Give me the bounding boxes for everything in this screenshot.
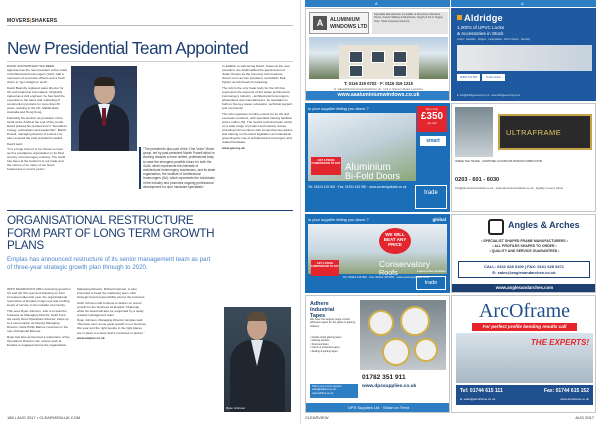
paragraph: Ryan Johnson, Managing Director, Emplas said: "We have seen some great growth in our business this year and the right people in the right places are in place to ensure that it continues to deliver." [77, 318, 146, 335]
paragraph: This sees Ryan Johnson, who is to lead the business as Managing Director. Keith Ford, the newly hired Operations Director, steps up to a new position as Deputy Managing Director, while Philip Barnes continues in the role of Financial Director. [7, 308, 69, 334]
ad-phone: Tel: 01744 615 111 [460, 388, 503, 394]
arch-icon [488, 219, 504, 235]
page-folio: CLEARVIEW [305, 415, 329, 420]
right-page [301, 0, 600, 424]
paragraph: "It is a huge honour to be chosen to lead such a prestigious organisation in its third century of ironmongery industry. The Guild has been at the forefront of our trade and the source of so many of our finest businesses in recent years." [7, 146, 66, 172]
ad-features [452, 239, 596, 255]
ad-email: E: sales@aluminiumwindowsltd.co.uk · Unit 2, Stenson Road, Leicester [334, 87, 423, 91]
header-rule [7, 25, 293, 26]
price-comparison-burst: GET A PRICE COMPARISON TO DAY [311, 157, 341, 175]
ad-arcoframe[interactable] [451, 295, 596, 413]
trade-logo: trade [416, 276, 446, 290]
ad-website-link[interactable]: www.arcoframe.co.uk [560, 397, 589, 401]
ad-aluminium-windows[interactable] [305, 8, 450, 101]
paragraph: DAVID SCRAWSHAW HAS BEEN appointed as the new president of the Guild of Architectural Ironmongers (GAI), with a new team of executive officers and a fresh vision to "get straight to work". [7, 64, 67, 85]
ad-ultraframe[interactable] [451, 103, 596, 212]
ad-blurb: Specialist Manufacturer & Installer of Aluminium Windows, Doors, Curtain Walling & Shopfronts. Supply & Fit or Supply Only. Trade enquiries welcome. [372, 12, 448, 34]
article-headline: New Presidential Team Appointed [7, 38, 249, 58]
beat-any-price-badge: WE WILL BEAT ANY PRICE [379, 228, 411, 254]
aluminium-windows-logo: A ALUMINIUM WINDOWS LTD [309, 12, 369, 34]
ad-phone: 0203 - 601 - 6030 [455, 177, 500, 183]
arcoframe-logo: ArcOframe [478, 300, 571, 322]
global-logo: global [432, 217, 446, 222]
pull-quote: "The president's also part of the 'One Voice' Vision' group, led by past president Martin Powell which is working towards a more unified, professional body to raise the strongest possible future for both the Guild, which represents the interests of architectural ironmongery businesses, and its sister organisation, the Institute of Architectural Ironmongers (IAI), which represents the individuals in the industry and promotes ongoing professional development for door hardware specialists." [143, 147, 216, 189]
order-online-button[interactable]: Order Online [482, 74, 505, 81]
ad-blurb: We have the largest range of self-adhesive tapes for the glass & glazing industry [310, 318, 356, 328]
list-item: • Double sided glazing tapes [310, 336, 342, 339]
ad-contact: Tel: 01924 415 900 · Fax: 01924 415 950 · www.sovereigntrade.co.uk [343, 275, 430, 279]
ad-website-link[interactable]: www.anglesandarches.com [452, 284, 596, 292]
ad-contact-box: CALL: 0161 628 0100 | FAX: 0161 628 9471 E: sales@anglesandarches.co.uk [458, 261, 590, 278]
article2-standfirst: Emplas has announced restructure of its senior management team as part of three-year strategic growth plan through to 2020. [7, 256, 211, 271]
ad-angles-arches[interactable] [451, 214, 596, 293]
ad-phone: T: 0116 319 0702 · F: 0116 319 1215 [344, 81, 413, 86]
experts-banner: THE EXPERTS! [530, 338, 589, 347]
ad-info: INSIDE THE TRADE · CERTIFIED ALUMINIUM WINDOW FABRICATOR [455, 160, 543, 163]
tape-rolls-photo [360, 300, 446, 370]
paragraph: WITH SIGNIFICANT AND continuing growth in Q1 and Q2 this year and following on from increased sales last year, the organisational restructure of Emplas brings new and exciting levels of service to the installer community. [7, 287, 71, 308]
ad-website-link[interactable]: www.dpssupplies.co.uk [362, 384, 417, 389]
ad-product: Aluminium [345, 162, 391, 173]
ad-contact-box: Talk to one of our experts: sales@adhere.co.uk · www.adhere.co.uk [310, 384, 358, 398]
article2-column-2 [77, 287, 147, 341]
ad-product-sub: Bi-Fold Doors [345, 171, 401, 181]
managing-director-photo [224, 307, 291, 412]
article2-headline: ORGANISATIONAL RESTRUCTURE FORM PART OF LONG TERM GROWTH PLANS [7, 214, 215, 253]
ad-fax: Fax: 01744 615 152 [543, 388, 589, 394]
angles-arches-logo: Angles & Arches [508, 220, 580, 230]
ad-product: Conservatory [379, 259, 431, 269]
ad-contact: E: info@aldridgesecurity.co.uk · www.aldridgesecurity.co.uk [457, 94, 520, 97]
list-item: • QUALITY AND SERVICE GUARANTEED • [489, 249, 560, 254]
list-item: • Frame & protection tapes [310, 346, 340, 350]
paragraph: Following his election as president of the Guild at the AGM at the end of the month, David praised his predecessor's "boundless energy, enthusiasm and leadership". Martin Powell, managing director of Lorient Ltd, also received the past president's award. [7, 115, 67, 141]
phone-button[interactable]: 01902 721 551 [457, 74, 480, 81]
ad-header-bar: A [305, 0, 450, 7]
article-column-1 [7, 64, 67, 173]
smart-logo: smart [420, 136, 446, 146]
ad-header-bar: A [451, 0, 596, 7]
list-item: • Structural foam [310, 342, 329, 346]
ad-contact: Tel: 01924 415 900 · Fax: 01924 415 950 · www.sovereigntrade.co.uk [308, 185, 407, 189]
ad-headline: Is your supplier letting you down ? [308, 106, 369, 111]
article-column-3 [222, 64, 293, 151]
list-item: • Sealing & jointing tapes [310, 349, 338, 353]
ad-headline: Is your supplier letting you down ? [308, 217, 369, 222]
window-photo [455, 107, 493, 157]
ad-features [310, 336, 358, 353]
price-badge: from only £350 per roof [417, 106, 447, 132]
article2-column-1 [7, 287, 71, 348]
ad-contact-bar [456, 385, 593, 405]
paragraph: Marketing Director, Richard Cannon, is also promoted to head the marketing team, with strategic brand responsibility across the business. [77, 287, 146, 300]
paragraph: David said: [7, 141, 23, 146]
lowest-prices-text: Lowest prices anywhere [417, 270, 446, 273]
article-link[interactable]: www.emplas.co.uk [77, 335, 105, 340]
paragraph: The GAI organises monthly events for its UK and overseas members, with specialist training facilities at its London HQ. The Guild's technical team works on a wide range of product and industry issues, providing GAI members with comprehensive advice and training on the latest legislation and standards governing the use of architectural ironmongery and related hardware. [222, 111, 293, 145]
ad-website-link[interactable]: www.aaaluminiumwindows.co.uk [306, 91, 450, 100]
section-tag: MOVERS|SHAKERS [7, 18, 58, 24]
products-photo [457, 45, 592, 71]
price-comparison-burst: GET A PRICE COMPARISON TO DAY [311, 260, 339, 276]
ad-products: Locks · Handles · Hinges · Letterplates · Door Chains · Security [457, 38, 531, 41]
ad-tagline: 1,000's of UPVC Locks & Accessories in Stock [457, 25, 505, 36]
ad-aldridge[interactable] [451, 8, 596, 101]
paragraph: David Bearsby replaced sales director for UK and Ireland at Ironmakers. Originally trained as a civil engineer, he has held the expertise to the sales and marketing of construction products for more than 30 years, working in the UK, Middle East, Australia and Hong Kong. [7, 85, 65, 115]
ad-email: E: sales@arcoframe.co.uk [460, 397, 496, 401]
ad-title: Adhere Industrial Tapes [310, 301, 335, 320]
ad-bifold-doors[interactable] [305, 103, 450, 212]
paragraph: Keith Johnson will continue to deliver on recent growth for the business as Emplas' Chairman, while his board will also be supported by a newly created management team. [77, 300, 144, 317]
list-item: • ALL PROFILES SHAPED TO ORDER • [492, 244, 557, 249]
page-date: AUG 2017 [575, 415, 594, 420]
president-photo [71, 66, 137, 151]
article-divider [7, 210, 293, 211]
house-photo [309, 37, 448, 79]
photo-caption: Ryan Johnson [226, 406, 246, 410]
trade-logo: trade [415, 185, 447, 209]
ad-contact: info@aluminiumwindows.co.uk · www.aluminiumwindows.co.uk · Quality in every frame [455, 186, 564, 190]
ad-phone: 01782 351 911 [362, 374, 406, 381]
ad-tagline: For perfect profile bending results call [472, 323, 577, 331]
article-link[interactable]: www.gai.org.uk [222, 145, 245, 150]
ad-industrial-tapes[interactable] [305, 295, 450, 413]
aldridge-logo: Aldridge [457, 13, 503, 23]
ad-conservatory-roofs[interactable] [305, 214, 450, 293]
ad-product-sub: Roofs [379, 268, 398, 277]
list-item: • Glazing packers [310, 339, 330, 343]
ad-footer: DPS Supplies Ltd · Stoke on Trent [306, 403, 450, 412]
paragraph: In addition to welcoming David, Susan at the new president, the AGM ratified the appointment of Julian Hooton as the honorary GAI treasurer, Simon Lunn as vice president, and Martin Dell-Ogden as GAI head of marketing. [222, 64, 290, 85]
headline-rule [7, 61, 293, 62]
paragraph: Ryan has also announced a restructure of the Operations Director role, whose work at Emplas is engaged across the organisation. [7, 334, 70, 347]
paragraph: The GAI is the only trade body for the UK that represents the interests of the whole architectural ironmongery industry - architectural ironmongers, wholesalers and manufacturers. Its reputation is built on five key areas: education, technical support and community. [222, 85, 293, 111]
page-folio: 186 • AUG 2017 • CLEARVIEW-UK.COM [7, 415, 81, 420]
list-item: • SPECIALIST SHAPED FRAME MANUFACTURERS • [481, 239, 568, 243]
ultraframe-logo: ULTRAFRAME [498, 114, 592, 150]
